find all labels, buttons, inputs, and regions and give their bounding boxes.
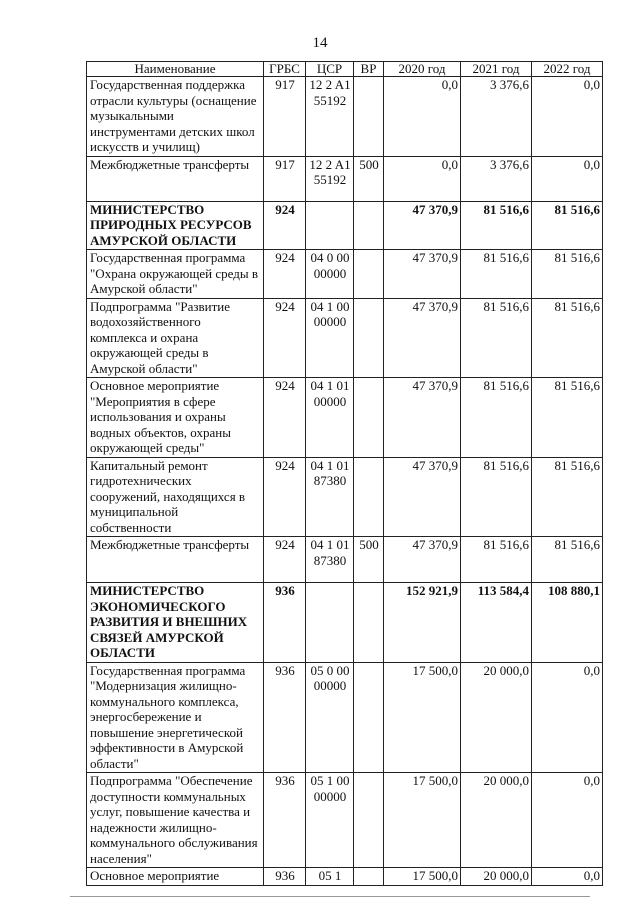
table-row — [87, 156, 603, 201]
cell-2022: 0,0 — [532, 156, 603, 201]
cell-csr: 12 2 A1 55192 — [306, 156, 354, 201]
cell-csr: 05 1 00 00000 — [306, 773, 354, 868]
cell-2021: 81 516,6 — [461, 298, 532, 378]
cell-2021: 81 516,6 — [461, 250, 532, 299]
header-2020: 2020 год — [384, 62, 461, 77]
cell-grbs: 924 — [264, 537, 306, 583]
cell-2022: 81 516,6 — [532, 537, 603, 583]
cell-name: Основное мероприятие — [87, 868, 264, 886]
cell-csr — [306, 583, 354, 663]
cell-2022: 81 516,6 — [532, 250, 603, 299]
cell-2020: 0,0 — [384, 77, 461, 157]
cell-vr — [354, 583, 384, 663]
table-row — [87, 773, 603, 868]
header-vr: ВР — [354, 62, 384, 77]
cell-grbs: 917 — [264, 156, 306, 201]
cell-name: МИНИСТЕРСТВО ЭКОНОМИЧЕСКОГО РАЗВИТИЯ И ВНЕШНИХ СВЯЗЕЙ АМУРСКОЙ ОБЛАСТИ — [87, 583, 264, 663]
cell-name: Основное мероприятие "Мероприятия в сфере использования и охраны водных объектов, охраны окружающей среды" — [87, 378, 264, 458]
cell-csr: 04 0 00 00000 — [306, 250, 354, 299]
cell-vr — [354, 662, 384, 773]
cell-2021: 81 516,6 — [461, 457, 532, 537]
cell-vr — [354, 773, 384, 868]
cell-vr — [354, 298, 384, 378]
table-row — [87, 298, 603, 378]
cell-grbs: 924 — [264, 201, 306, 250]
header-2021: 2021 год — [461, 62, 532, 77]
cell-2020: 47 370,9 — [384, 378, 461, 458]
cell-name: Межбюджетные трансферты — [87, 156, 264, 201]
table-header-row — [87, 62, 603, 77]
cell-vr — [354, 201, 384, 250]
cell-2022: 81 516,6 — [532, 457, 603, 537]
header-grbs: ГРБС — [264, 62, 306, 77]
cell-2020: 47 370,9 — [384, 250, 461, 299]
cell-grbs: 924 — [264, 457, 306, 537]
cell-vr — [354, 77, 384, 157]
cell-2021: 81 516,6 — [461, 378, 532, 458]
cell-name: МИНИСТЕРСТВО ПРИРОДНЫХ РЕСУРСОВ АМУРСКОЙ ОБЛАСТИ — [87, 201, 264, 250]
cell-name: Государственная программа "Охрана окружающей среды в Амурской области" — [87, 250, 264, 299]
cell-csr: 05 0 00 00000 — [306, 662, 354, 773]
cell-2022: 0,0 — [532, 77, 603, 157]
cell-2022: 0,0 — [532, 662, 603, 773]
page-bottom-edge — [70, 896, 590, 897]
cell-2022: 0,0 — [532, 868, 603, 886]
cell-2021: 3 376,6 — [461, 156, 532, 201]
cell-2021: 81 516,6 — [461, 537, 532, 583]
table-row — [87, 868, 603, 886]
cell-name: Подпрограмма "Обеспечение доступности коммунальных услуг, повышение качества и надежности жилищно-коммунального обслуживания населения" — [87, 773, 264, 868]
header-csr: ЦСР — [306, 62, 354, 77]
cell-2020: 17 500,0 — [384, 773, 461, 868]
table-row — [87, 662, 603, 773]
cell-csr: 04 1 01 87380 — [306, 457, 354, 537]
cell-grbs: 924 — [264, 378, 306, 458]
cell-2022: 0,0 — [532, 773, 603, 868]
table-row — [87, 77, 603, 157]
table-row — [87, 537, 603, 583]
cell-2021: 3 376,6 — [461, 77, 532, 157]
cell-name: Государственная поддержка отрасли культуры (оснащение музыкальными инструментами детских школ искусств и училищ) — [87, 77, 264, 157]
cell-vr: 500 — [354, 537, 384, 583]
table-row — [87, 457, 603, 537]
cell-csr: 04 1 01 00000 — [306, 378, 354, 458]
cell-2021: 20 000,0 — [461, 868, 532, 886]
table-row — [87, 583, 603, 663]
cell-name: Межбюджетные трансферты — [87, 537, 264, 583]
cell-2021: 81 516,6 — [461, 201, 532, 250]
table-row — [87, 250, 603, 299]
cell-2022: 81 516,6 — [532, 378, 603, 458]
cell-2020: 17 500,0 — [384, 868, 461, 886]
cell-vr — [354, 457, 384, 537]
cell-csr: 04 1 00 00000 — [306, 298, 354, 378]
header-name: Наименование — [87, 62, 264, 77]
cell-grbs: 936 — [264, 868, 306, 886]
cell-2022: 81 516,6 — [532, 201, 603, 250]
cell-name: Государственная программа "Модернизация жилищно-коммунального комплекса, энергосбережение и повышение энергетической эффективности в Амурской области" — [87, 662, 264, 773]
cell-csr: 05 1 — [306, 868, 354, 886]
cell-2022: 81 516,6 — [532, 298, 603, 378]
cell-vr — [354, 378, 384, 458]
table-row — [87, 201, 603, 250]
cell-2020: 152 921,9 — [384, 583, 461, 663]
cell-vr — [354, 250, 384, 299]
cell-csr: 04 1 01 87380 — [306, 537, 354, 583]
cell-csr — [306, 201, 354, 250]
cell-grbs: 936 — [264, 773, 306, 868]
cell-2021: 113 584,4 — [461, 583, 532, 663]
cell-2020: 47 370,9 — [384, 537, 461, 583]
cell-2021: 20 000,0 — [461, 662, 532, 773]
cell-2020: 47 370,9 — [384, 201, 461, 250]
cell-2021: 20 000,0 — [461, 773, 532, 868]
header-2022: 2022 год — [532, 62, 603, 77]
cell-grbs: 936 — [264, 662, 306, 773]
table-row — [87, 378, 603, 458]
cell-2020: 47 370,9 — [384, 457, 461, 537]
cell-2020: 0,0 — [384, 156, 461, 201]
cell-name: Подпрограмма "Развитие водохозяйственного комплекса и охрана окружающей среды в Амурской области" — [87, 298, 264, 378]
cell-grbs: 924 — [264, 298, 306, 378]
cell-grbs: 936 — [264, 583, 306, 663]
cell-2020: 17 500,0 — [384, 662, 461, 773]
cell-csr: 12 2 A1 55192 — [306, 77, 354, 157]
page-number: 14 — [312, 35, 328, 51]
cell-grbs: 917 — [264, 77, 306, 157]
cell-2022: 108 880,1 — [532, 583, 603, 663]
cell-name: Капитальный ремонт гидротехнических сооружений, находящихся в муниципальной собственности — [87, 457, 264, 537]
budget-table — [86, 61, 603, 886]
cell-vr — [354, 868, 384, 886]
cell-2020: 47 370,9 — [384, 298, 461, 378]
cell-grbs: 924 — [264, 250, 306, 299]
cell-vr: 500 — [354, 156, 384, 201]
